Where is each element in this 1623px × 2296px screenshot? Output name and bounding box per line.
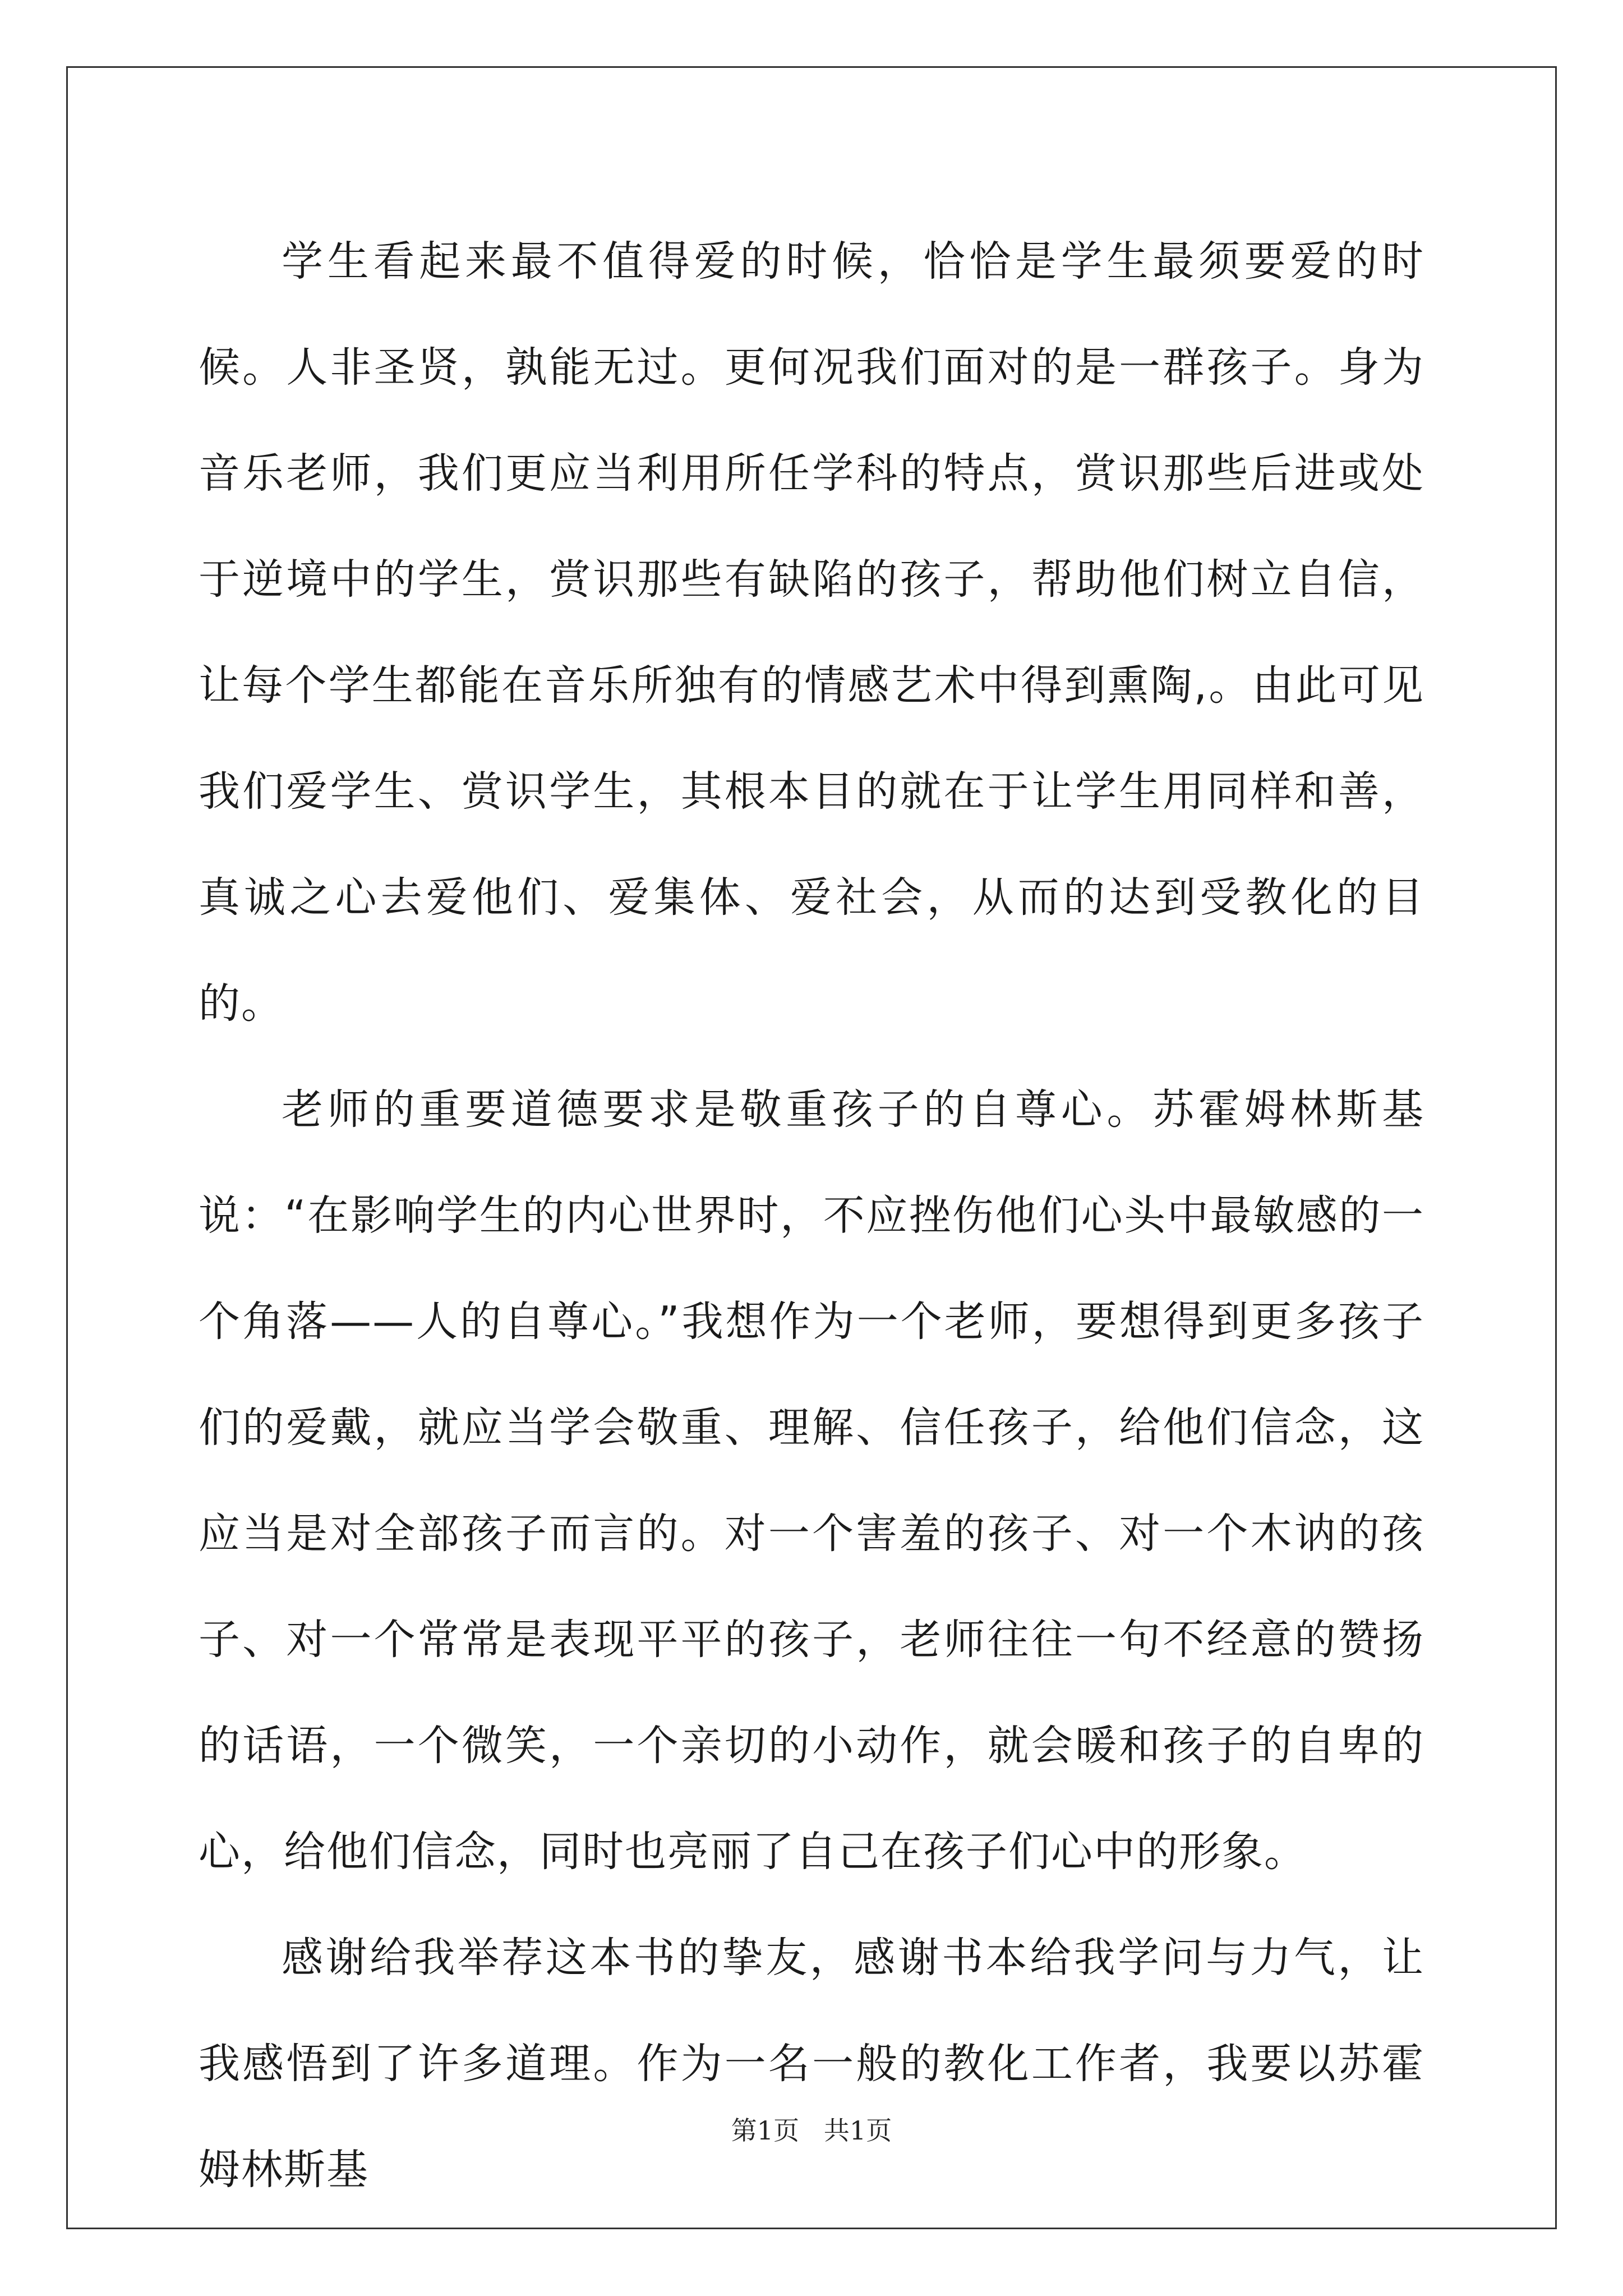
paragraph-2: 老师的重要道德要求是敬重孩子的自尊心。苏霍姆林斯基说：“在影响学生的内心世界时，不应挫伤他们心头中最敏感的一个角落——人的自尊心。”我想作为一个老师，要想得到更多孩子们的爱戴，就应当学会敬重、理解、信任孩子，给他们信念，这应当是对全部孩子而言的。对一个害羞的孩子、对一个木讷的孩子、对一个常常是表现平平的孩子，老师往往一句不经意的赞扬的话语，一个微笑，一个亲切的小动作，就会暖和孩子的自卑的心，给他们信念，同时也亮丽了自己在孩子们心中的形象。 [199,1085,1424,1876]
page-number-footer: 第1页 共1页 [731,2115,892,2146]
document-body [199,209,1424,2223]
paragraph-1: 学生看起来最不值得爱的时候，恰恰是学生最须要爱的时候。人非圣贤，孰能无过。更何况我们面对的是一群孩子。身为音乐老师，我们更应当利用所任学科的特点，赏识那些后进或处于逆境中的学生，赏识那些有缺陷的孩子，帮助他们树立自信，让每个学生都能在音乐所独有的情感艺术中得到熏陶,。由此可见我们爱学生、赏识学生，其根本目的就在于让学生用同样和善，真诚之心去爱他们、爱集体、爱社会，从而的达到受教化的目的。 [199,237,1424,1028]
paragraph-3: 感谢给我举荐这本书的挚友，感谢书本给我学问与力气，让我感悟到了许多道理。作为一名一般的教化工作者，我要以苏霍姆林斯基 [199,1934,1424,2194]
